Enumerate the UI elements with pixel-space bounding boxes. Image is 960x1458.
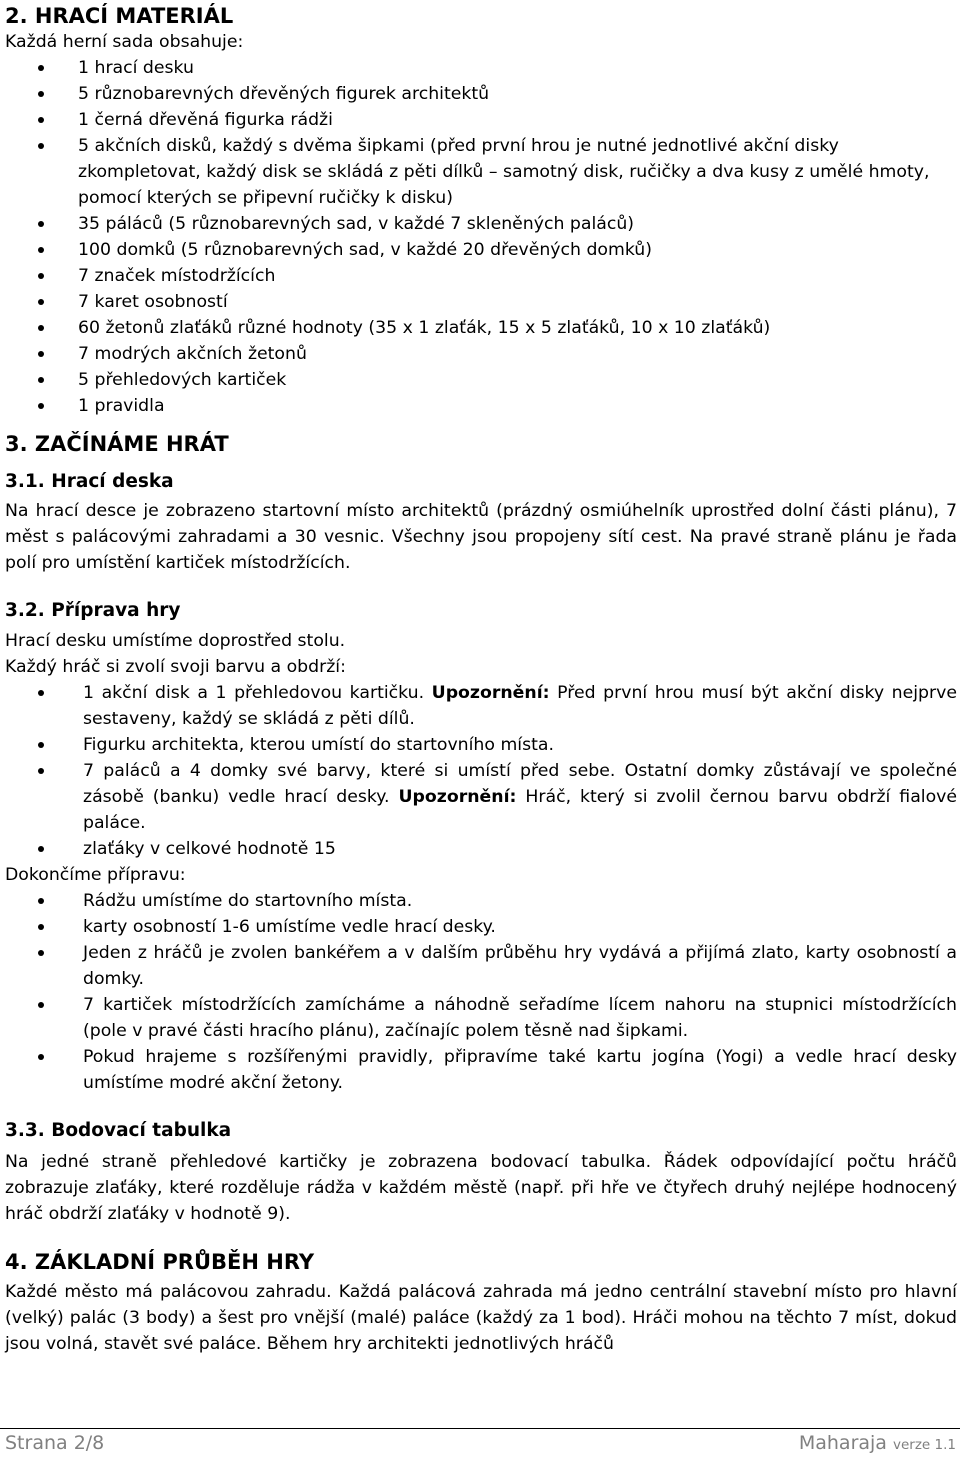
- list-item: zlaťáky v celkové hodnotě 15: [5, 836, 957, 862]
- list-item: 7 značek místodržících: [5, 263, 957, 289]
- document-title: [799, 1432, 956, 1454]
- section-4-heading: 4. ZÁKLADNÍ PRŮBĚH HRY: [5, 1250, 315, 1274]
- list-item: 5 různobarevných dřevěných figurek architektů: [5, 81, 957, 107]
- setup-line-1: Hrací desku umístíme doprostřed stolu.: [5, 631, 346, 651]
- list-item: Rádžu umístíme do startovního místa.: [5, 888, 957, 914]
- list-item: 1 černá dřevěná figurka rádži: [5, 107, 957, 133]
- section-2-intro: Každá herní sada obsahuje:: [5, 32, 244, 52]
- list-item: 5 přehledových kartiček: [5, 367, 957, 393]
- material-list: [5, 55, 957, 419]
- page-number: Strana 2/8: [5, 1432, 105, 1454]
- page-content: [5, 0, 957, 1357]
- setup-list: [5, 680, 957, 862]
- list-item: Jeden z hráčů je zvolen bankéřem a v dalším průběhu hry vydává a přijímá zlato, karty osobností a domky.: [5, 940, 957, 992]
- section-3-heading: 3. ZAČÍNÁME HRÁT: [5, 432, 229, 456]
- list-item: 1 hrací desku: [5, 55, 957, 81]
- section-3-1-text: Na hrací desce je zobrazeno startovní místo architektů (prázdný osmiúhelník uprostřed dolní části plánu), 7 měst s palácovými zahradami a 30 vesnic. Všechny jsou propojeny sítí cest. Na pravé straně plánu je řada polí pro umístění kartiček místodržících.: [5, 501, 957, 573]
- section-3-1-heading: 3.1. Hrací deska: [5, 471, 174, 492]
- list-item: 35 páláců (5 různobarevných sad, v každé 7 skleněných paláců): [5, 211, 957, 237]
- section-4-text: Každé město má palácovou zahradu. Každá palácová zahrada má jedno centrální stavební místo pro hlavní (velký) palác (3 body) a šest pro vnější (malé) paláce (každý za 1 bod). Hráči mohou na těchto 7 míst, dokud jsou volná, stavět své paláce. Během hry architekti jednotlivých hráčů: [5, 1282, 957, 1354]
- section-3-2-heading: 3.2. Příprava hry: [5, 600, 181, 621]
- version-label: verze 1.1: [893, 1437, 956, 1453]
- list-item: 1 akční disk a 1 přehledovou kartičku. Upozornění: Před první hrou musí být akční disky nejprve sestaveny, každý se skládá z pěti dílů.: [5, 680, 957, 732]
- list-item: 7 paláců a 4 domky své barvy, které si umístí před sebe. Ostatní domky zůstávají ve společné zásobě (banku) vedle hrací desky. Upozornění: Hráč, který si zvolil černou barvu obdrží fialové paláce.: [5, 758, 957, 836]
- section-3-3-heading: 3.3. Bodovací tabulka: [5, 1120, 232, 1141]
- list-item: karty osobností 1-6 umístíme vedle hrací desky.: [5, 914, 957, 940]
- list-item: Pokud hrajeme s rozšířenými pravidly, připravíme také kartu jogína (Yogi) a vedle hrací desky umístíme modré akční žetony.: [5, 1044, 957, 1096]
- warning-label: Upozornění:: [398, 787, 517, 807]
- warning-label: Upozornění:: [431, 683, 550, 703]
- setup-line-2: Každý hráč si zvolí svoji barvu a obdrží:: [5, 657, 346, 677]
- finish-setup-list: [5, 888, 957, 1096]
- game-title: Maharaja: [798, 1432, 887, 1454]
- section-3-3-text: Na jedné straně přehledové kartičky je zobrazena bodovací tabulka. Řádek odpovídající počtu hráčů zobrazuje zlaťáky, které rozděluje rádža v každém městě (např. při hře ve čtyřech druhý nejlépe hodnocený hráč obdrží zlaťáky v hodnotě 9).: [5, 1152, 957, 1224]
- list-item: 5 akčních disků, každý s dvěma šipkami (před první hrou je nutné jednotlivé akční disky zkompletovat, každý disk se skládá z pěti dílků – samotný disk, ručičky a dva kusy z umělé hmoty, pomocí kterých se připevní ručičky k disku): [5, 133, 957, 211]
- finish-setup-label: Dokončíme přípravu:: [5, 865, 186, 885]
- list-item: 7 kartiček místodržících zamícháme a náhodně seřadíme lícem nahoru na stupnici místodržících (pole v pravé části hracího plánu), začínajíc polem těsně nad šipkami.: [5, 992, 957, 1044]
- list-item: 1 pravidla: [5, 393, 957, 419]
- list-item: Figurku architekta, kterou umístí do startovního místa.: [5, 732, 957, 758]
- section-2-heading: 2. HRACÍ MATERIÁL: [5, 4, 234, 28]
- list-item: 7 modrých akčních žetonů: [5, 341, 957, 367]
- page-footer: [0, 1428, 960, 1458]
- list-item: 60 žetonů zlaťáků různé hodnoty (35 x 1 zlaťák, 15 x 5 zlaťáků, 10 x 10 zlaťáků): [5, 315, 957, 341]
- list-item: 100 domků (5 různobarevných sad, v každé 20 dřevěných domků): [5, 237, 957, 263]
- list-item: 7 karet osobností: [5, 289, 957, 315]
